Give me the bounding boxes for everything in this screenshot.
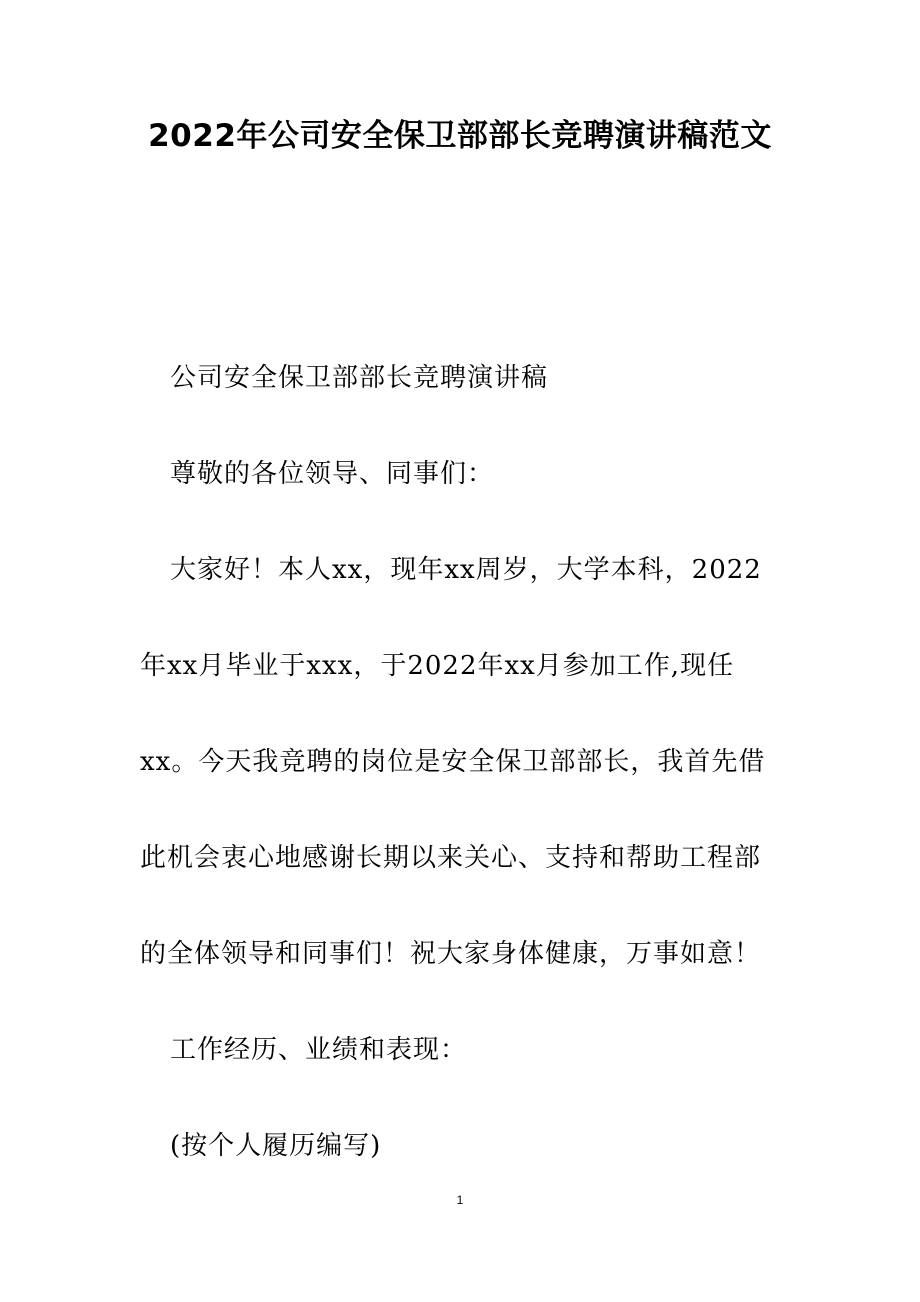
speech-heading: 公司安全保卫部部长竞聘演讲稿 <box>170 363 549 393</box>
document-body <box>140 330 780 1194</box>
salutation: 尊敬的各位领导、同事们： <box>170 459 495 489</box>
document-title: 2022年公司安全保卫部部长竞聘演讲稿范文 <box>148 118 772 154</box>
section-heading-experience: 工作经历、业绩和表现： <box>170 1035 468 1065</box>
introduction-paragraph: 大家好！本人xx，现年xx周岁，大学本科，2022年xx月毕业于xxx，于2022年xx月参加工作,现任xx。今天我竞聘的岗位是安全保卫部部长，我首先借此机会衷心地感谢长期以来关心、支持和帮助工程部的全体领导和同事们！祝大家身体健康，万事如意！ <box>140 555 766 969</box>
page-number: 1 <box>456 1193 464 1207</box>
resume-placeholder: (按个人履历编写) <box>170 1131 382 1161</box>
